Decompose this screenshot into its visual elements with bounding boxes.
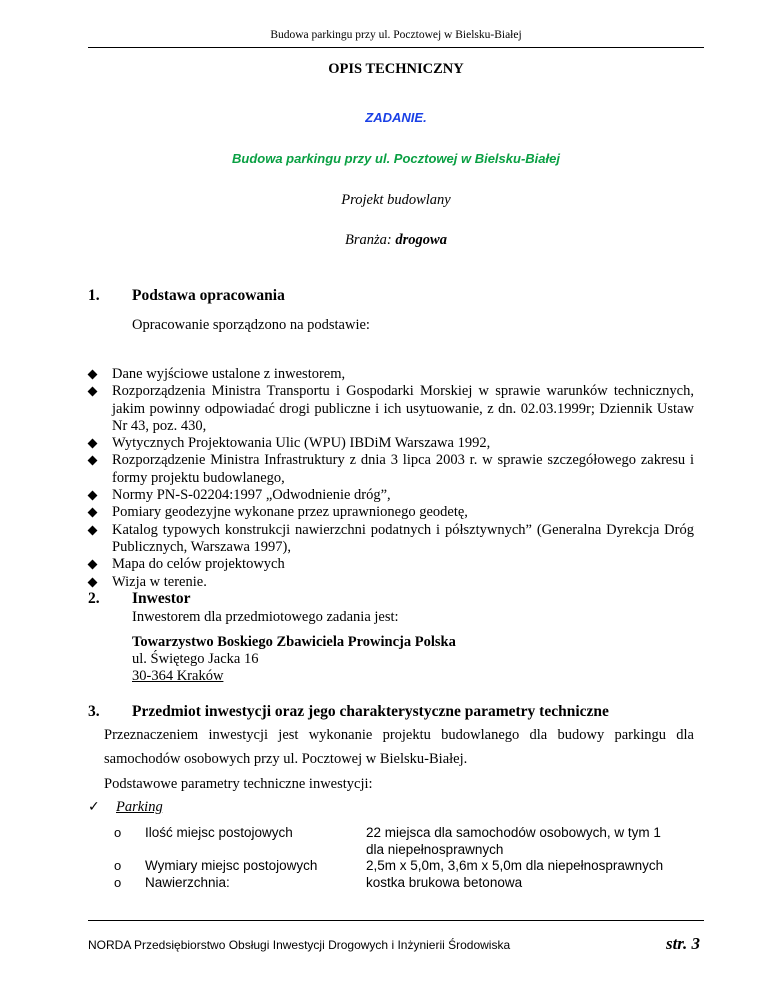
section-2-title: Inwestor: [132, 590, 191, 607]
section-1-number: 1.: [88, 287, 100, 304]
branch-value: drogowa: [395, 232, 447, 248]
param-name: Ilość miejsc postojowych: [145, 825, 293, 840]
investor-address: [132, 634, 456, 685]
list-item: Normy PN-S-02204:1997 „Odwodnienie dróg”,: [88, 487, 694, 504]
list-item: Pomiary geodezyjne wykonane przez uprawnionego geodetę,: [88, 504, 694, 521]
purpose-line-2: samochodów osobowych przy ul. Pocztowej w Bielsku-Białej.: [104, 751, 468, 767]
section-3-title: Przedmiot inwestycji oraz jego charakterystyczne parametry techniczne: [132, 703, 609, 720]
checkmark-icon: ✓: [88, 799, 100, 815]
diamond-bullet-icon: [88, 525, 98, 535]
circle-bullet-icon: o: [114, 875, 122, 890]
section-1-title: Podstawa opracowania: [132, 287, 285, 304]
list-item: Wizja w terenie.: [88, 574, 694, 591]
diamond-bullet-icon: [88, 439, 98, 449]
purpose-line-1: Przeznaczeniem inwestycji jest wykonanie projektu budowlanego dla budowy parkingu dla: [104, 727, 694, 743]
branch-line: [88, 232, 704, 249]
param-value: kostka brukowa betonowa: [366, 875, 523, 890]
diamond-bullet-icon: [88, 456, 98, 466]
project-type: Projekt budowlany: [341, 192, 451, 208]
investor-name: Towarzystwo Boskiego Zbawiciela Prowincja Polska: [132, 634, 456, 650]
list-item: Katalog typowych konstrukcji nawierzchni podatnych i półsztywnych” (Generalna Dyrekcja Dróg Publicznych, Warszawa 1997),: [88, 522, 694, 557]
page-number: str. 3: [665, 934, 700, 953]
document-title: OPIS TECHNICZNY: [328, 61, 464, 77]
section-2-intro: Inwestorem dla przedmiotowego zadania jest:: [132, 609, 399, 625]
circle-bullet-icon: o: [114, 858, 122, 873]
diamond-bullet-icon: [88, 577, 98, 587]
param-name: Wymiary miejsc postojowych: [145, 858, 318, 873]
list-item: Rozporządzenia Ministra Transportu i Gospodarki Morskiej w sprawie warunków technicznych, jakim powinny odpowiadać drogi publiczne i ich usytuowanie, z dn. 02.03.1999r; Dziennik Ustaw Nr 43, poz. 430,: [88, 383, 694, 435]
task-label: ZADANIE.: [365, 110, 427, 125]
section-2-number: 2.: [88, 590, 100, 607]
section-3-number: 3.: [88, 703, 100, 720]
list-item: Rozporządzenie Ministra Infrastruktury z dnia 3 lipca 2003 r. w sprawie szczegółowego zakresu i formy projektu budowlanego,: [88, 452, 694, 487]
task-name: Budowa parkingu przy ul. Pocztowej w Bielsku-Białej: [232, 151, 560, 166]
param-value: 2,5m x 5,0m, 3,6m x 5,0m dla niepełnosprawnych: [366, 858, 664, 873]
basis-list: [88, 366, 694, 591]
diamond-bullet-icon: [88, 370, 98, 380]
diamond-bullet-icon: [88, 387, 98, 397]
circle-bullet-icon: o: [114, 825, 122, 840]
branch-label: Branża:: [345, 232, 396, 248]
running-header: Budowa parkingu przy ul. Pocztowej w Bielsku-Białej: [88, 29, 704, 48]
section-1-intro: Opracowanie sporządzono na podstawie:: [132, 317, 370, 333]
diamond-bullet-icon: [88, 560, 98, 570]
investor-postal: 30-364 Kraków: [132, 668, 224, 684]
list-item: Wytycznych Projektowania Ulic (WPU) IBDiM Warszawa 1992,: [88, 435, 694, 452]
param-name: Nawierzchnia:: [145, 875, 230, 890]
investor-street: ul. Świętego Jacka 16: [132, 651, 259, 667]
footer-divider: [88, 920, 704, 921]
param-value: 22 miejsca dla samochodów osobowych, w tym 1 dla niepełnosprawnych: [366, 825, 661, 857]
parking-label: Parking: [116, 799, 163, 815]
list-item: Dane wyjściowe ustalone z inwestorem,: [88, 366, 694, 383]
diamond-bullet-icon: [88, 508, 98, 518]
list-item: Mapa do celów projektowych: [88, 556, 694, 573]
params-intro: Podstawowe parametry techniczne inwestycji:: [104, 776, 373, 792]
footer-company: NORDA Przedsiębiorstwo Obsługi Inwestycji Drogowych i Inżynierii Środowiska: [88, 938, 511, 952]
diamond-bullet-icon: [88, 491, 98, 501]
